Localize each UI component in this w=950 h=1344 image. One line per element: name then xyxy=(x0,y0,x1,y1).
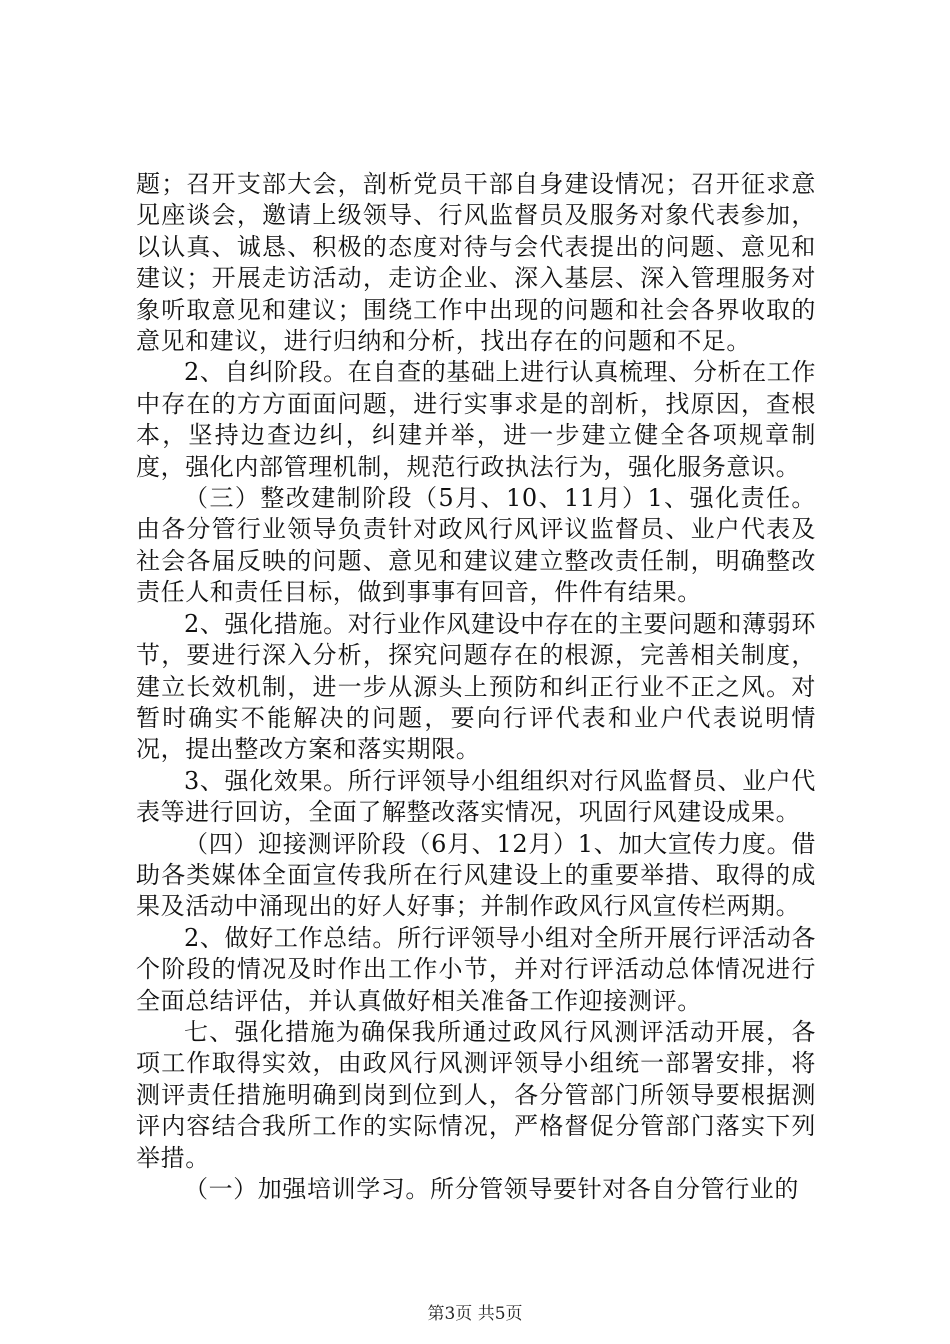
paragraph-section-seven: 七、强化措施为确保我所通过政风行风测评活动开展，各项工作取得实效，由政风行风测评领导小组统一部署安排，将测评责任措施明确到岗到位到人，各分管部门所领导要根据测评内容结合我所工作的实际情况，严格督促分管部门落实下列举措。 xyxy=(136,1017,816,1172)
paragraph-continuation: 题；召开支部大会，剖析党员干部自身建设情况；召开征求意见座谈会，邀请上级领导、行风监督员及服务对象代表参加，以认真、诚恳、积极的态度对待与会代表提出的问题、意见和建议；开展走访活动，走访企业、深入基层、深入管理服务对象听取意见和建议；围绕工作中出现的问题和社会各界收取的意见和建议，进行归纳和分析，找出存在的问题和不足。 xyxy=(136,170,816,356)
paragraph-strengthen-effect: 3、强化效果。所行评领导小组组织对行风监督员、业户代表等进行回访，全面了解整改落实情况，巩固行风建设成果。 xyxy=(136,766,816,827)
paragraph-rectification-stage: （三）整改建制阶段（5月、10、11月）1、强化责任。由各分管行业领导负责针对政风行风评议监督员、业户代表及社会各届反映的问题、意见和建议建立整改责任制，明确整改责任人和责任目标，做到事事有回音，件件有结果。 xyxy=(136,484,816,607)
document-body xyxy=(136,169,816,1205)
page-number-footer: 第3页 共5页 xyxy=(427,1304,523,1324)
paragraph-self-correction: 2、自纠阶段。在自查的基础上进行认真梳理、分析在工作中存在的方方面面问题，进行实事求是的剖析，找原因，查根本，坚持边查边纠，纠建并举，进一步建立健全各项规章制度，强化内部管理机制，规范行政执法行为，强化服务意识。 xyxy=(136,358,816,481)
paragraph-training: （一）加强培训学习。所分管领导要针对各自分管行业的 xyxy=(184,1175,799,1203)
paragraph-work-summary: 2、做好工作总结。所行评领导小组对全所开展行评活动各个阶段的情况及时作出工作小节，并对行评活动总体情况进行全面总结评估，并认真做好相关准备工作迎接测评。 xyxy=(136,923,816,1015)
paragraph-evaluation-stage: （四）迎接测评阶段（6月、12月）1、加大宣传力度。借助各类媒体全面宣传我所在行风建设上的重要举措、取得的成果及活动中涌现出的好人好事；并制作政风行风宣传栏两期。 xyxy=(136,829,816,921)
paragraph-strengthen-measures: 2、强化措施。对行业作风建设中存在的主要问题和薄弱环节，要进行深入分析，探究问题存在的根源，完善相关制度，建立长效机制，进一步从源头上预防和纠正行业不正之风。对暂时确实不能解决的问题，要向行评代表和业户代表说明情况，提出整改方案和落实期限。 xyxy=(136,609,816,764)
